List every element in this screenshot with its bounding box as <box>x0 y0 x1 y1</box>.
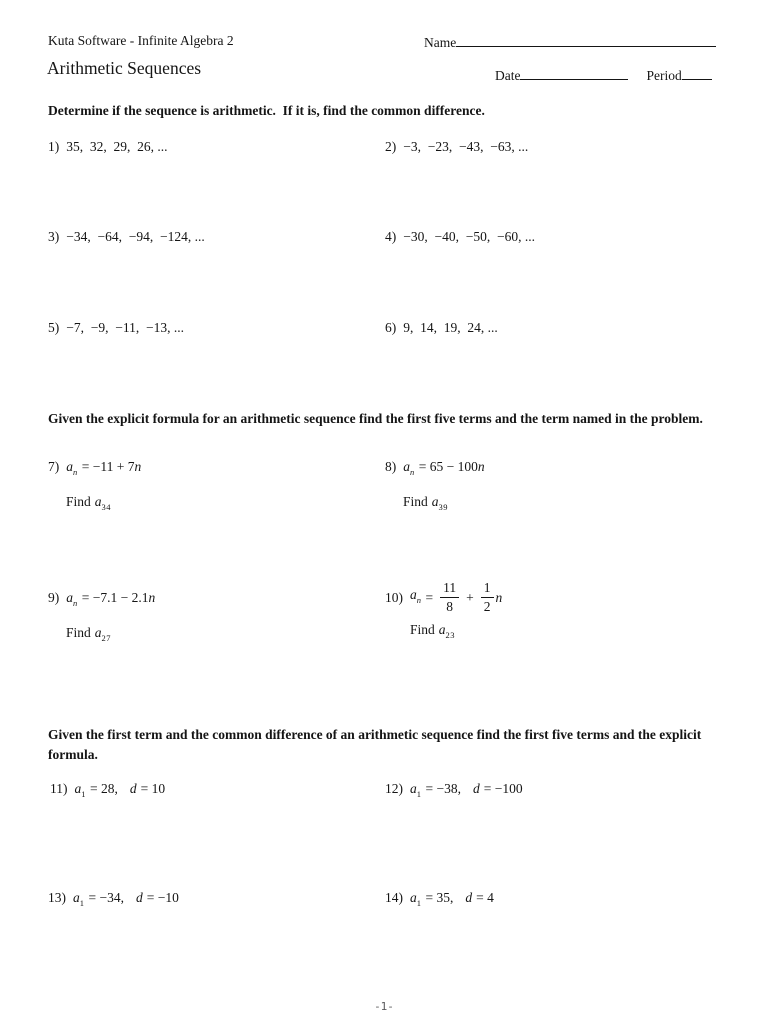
app-brand: Kuta Software - Infinite Algebra 2 <box>48 33 234 48</box>
common-difference-value: = −10 <box>146 890 179 905</box>
var-n: n <box>148 590 156 605</box>
subscript-n: n <box>73 598 78 608</box>
section-1-instructions: Determine if the sequence is arithmetic. If it is, find the common difference. <box>48 103 485 118</box>
fraction-denominator: 8 <box>446 598 453 614</box>
problem-6 <box>385 318 498 337</box>
find-line <box>403 492 485 517</box>
find-subscript: 34 <box>101 502 112 512</box>
var-a: a <box>438 622 446 638</box>
problem-number: 9) <box>48 590 60 605</box>
sequence-text: −3, −23, −43, −63, ... <box>403 139 529 154</box>
date-period-fields <box>495 66 712 84</box>
common-difference-value: = 4 <box>476 890 494 905</box>
problem-7 <box>48 457 141 517</box>
sequence-text: −30, −40, −50, −60, ... <box>403 229 535 244</box>
var-d: d <box>465 890 473 905</box>
equation-line <box>385 580 502 614</box>
problem-number: 1) <box>48 139 60 154</box>
var-a: a <box>410 781 417 796</box>
var-a: a <box>403 459 410 474</box>
problem-3 <box>48 227 205 246</box>
var-a: a <box>73 890 80 905</box>
var-n: n <box>495 589 503 605</box>
name-blank-line <box>456 33 716 47</box>
var-a: a <box>431 494 439 509</box>
var-n: n <box>477 459 485 474</box>
name-field <box>424 33 716 51</box>
problem-9 <box>48 588 155 648</box>
subscript-1: 1 <box>416 898 422 908</box>
problem-5 <box>48 318 184 337</box>
period-blank-line <box>682 66 712 80</box>
date-label: Date <box>495 68 521 83</box>
problem-1 <box>48 137 168 156</box>
problem-number: 8) <box>385 459 397 474</box>
equation-rhs: = −11 + 7 <box>81 459 135 474</box>
first-term-value: = −34, <box>88 890 124 905</box>
equation-line <box>385 457 485 482</box>
problem-number: 12) <box>385 781 403 796</box>
problem-number: 3) <box>48 229 60 244</box>
find-subscript: 27 <box>101 633 112 643</box>
fraction-numerator: 1 <box>481 580 494 598</box>
first-term-value: = 35, <box>425 890 454 905</box>
var-a: a <box>66 459 73 474</box>
equation-rhs: = 65 − 100 <box>418 459 478 474</box>
problem-number: 11) <box>50 781 68 796</box>
problem-number: 14) <box>385 890 403 905</box>
fraction-11-8 <box>440 580 459 614</box>
problem-8 <box>385 457 485 517</box>
problem-number: 5) <box>48 320 60 335</box>
sequence-text: −34, −64, −94, −124, ... <box>66 229 205 244</box>
find-line <box>66 492 141 517</box>
var-a: a <box>410 890 417 905</box>
problem-13 <box>48 888 179 913</box>
page-title: Arithmetic Sequences <box>47 58 202 78</box>
subscript-1: 1 <box>416 789 422 799</box>
plus-sign: + <box>466 589 474 605</box>
problem-number: 13) <box>48 890 66 905</box>
problem-number: 7) <box>48 459 60 474</box>
problem-number: 2) <box>385 139 397 154</box>
problem-10 <box>385 580 502 645</box>
subscript-n: n <box>416 594 422 605</box>
find-label: Find <box>410 622 435 638</box>
var-a: a <box>66 590 73 605</box>
var-a: a <box>94 625 102 640</box>
var-d: d <box>129 781 137 796</box>
find-line <box>410 620 502 645</box>
problem-11 <box>50 779 165 804</box>
first-term-value: = −38, <box>425 781 461 796</box>
var-a: a <box>410 586 417 602</box>
page-number: -1- <box>374 1000 394 1013</box>
find-line <box>66 623 155 648</box>
var-d: d <box>472 781 480 796</box>
problem-number: 6) <box>385 320 397 335</box>
find-label: Find <box>66 494 91 509</box>
period-label: Period <box>646 68 682 83</box>
subscript-1: 1 <box>79 898 85 908</box>
sequence-text: −7, −9, −11, −13, ... <box>66 320 184 335</box>
equation-line <box>48 588 155 613</box>
problem-number: 4) <box>385 229 397 244</box>
section-3-instructions: Given the first term and the common difference of an arithmetic sequence find the first five terms and the explicit formula. <box>48 727 705 762</box>
find-label: Find <box>66 625 91 640</box>
var-a: a <box>94 494 102 509</box>
problem-4 <box>385 227 535 246</box>
common-difference-value: = 10 <box>140 781 166 796</box>
subscript-1: 1 <box>81 789 86 799</box>
sequence-text: 9, 14, 19, 24, ... <box>403 320 498 335</box>
fraction-numerator: 11 <box>440 580 459 598</box>
date-blank-line <box>520 66 628 80</box>
var-a: a <box>74 781 82 796</box>
first-term-value: = 28, <box>90 781 118 796</box>
equation-rhs: = −7.1 − 2.1 <box>81 590 149 605</box>
name-label: Name <box>424 35 457 50</box>
problem-number: 10) <box>385 589 403 605</box>
var-d: d <box>135 890 143 905</box>
equals-sign: = <box>425 589 434 605</box>
subscript-n: n <box>410 467 415 477</box>
equation-line <box>48 457 141 482</box>
fraction-denominator: 2 <box>483 598 491 614</box>
sequence-text: 35, 32, 29, 26, ... <box>66 139 168 154</box>
problem-12 <box>385 779 523 804</box>
find-subscript: 39 <box>438 502 449 512</box>
var-n: n <box>134 459 142 474</box>
problem-2 <box>385 137 528 156</box>
subscript-n: n <box>73 467 78 477</box>
common-difference-value: = −100 <box>483 781 523 796</box>
problem-14 <box>385 888 494 913</box>
section-2-instructions: Given the explicit formula for an arithmetic sequence find the first five terms and the term named in the problem. <box>48 411 703 426</box>
find-label: Find <box>403 494 428 509</box>
fraction-1-2 <box>481 580 494 614</box>
find-subscript: 23 <box>445 630 456 641</box>
